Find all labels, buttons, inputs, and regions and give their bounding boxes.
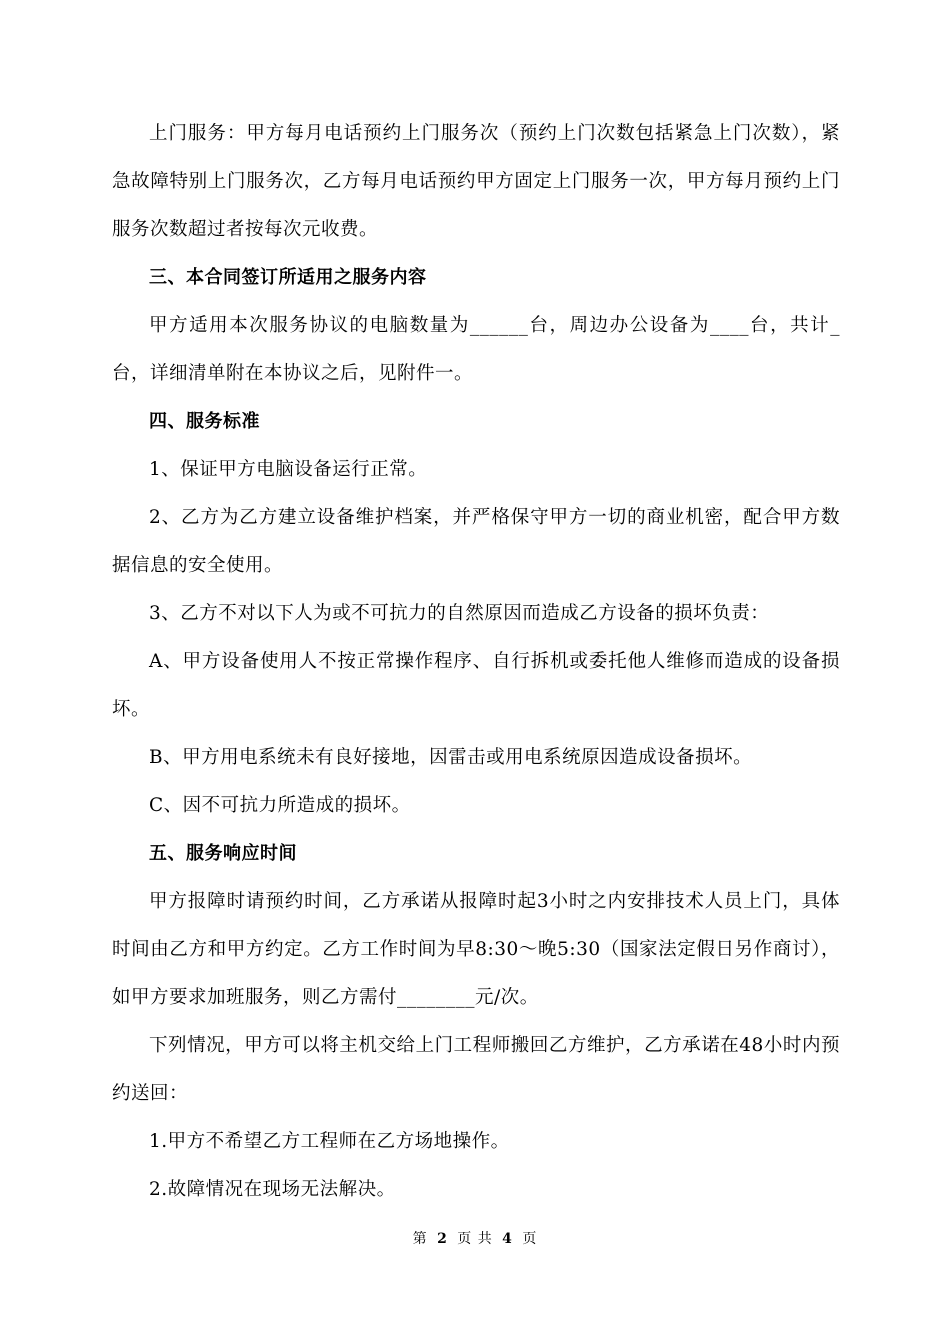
paragraph-onsite-service: 上门服务：甲方每月电话预约上门服务次（预约上门次数包括紧急上门次数），紧急故障特别上门服务次，乙方每月电话预约甲方固定上门服务一次，甲方每月预约上门服务次数超过者按每次元收费。 xyxy=(112,123,840,240)
paragraph-take-back: 下列情况，甲方可以将主机交给上门工程师搬回乙方维护，乙方承诺在48小时内预约送回： xyxy=(112,1035,840,1104)
paragraph-standard-1: 1、保证甲方电脑设备运行正常。 xyxy=(149,459,428,480)
section-heading-service-scope: 三、本合同签订所适用之服务内容 xyxy=(149,267,427,288)
paragraph-device-count: 甲方适用本次服务协议的电脑数量为______台，周边办公设备为____台，共计_台，详细清单附在本协议之后，见附件一。 xyxy=(112,315,840,384)
section-heading-response-time: 五、服务响应时间 xyxy=(149,843,297,864)
paragraph-case-2: 2.故障情况在现场无法解决。 xyxy=(149,1179,396,1200)
paragraph-standard-2: 2、乙方为乙方建立设备维护档案，并严格保守甲方一切的商业机密，配合甲方数据信息的安全使用。 xyxy=(112,507,840,576)
footer-suffix: 页 xyxy=(522,1231,538,1247)
footer-total-pages: 4 xyxy=(502,1231,513,1247)
paragraph-exclusion-b: B、甲方用电系统未有良好接地，因雷击或用电系统原因造成设备损坏。 xyxy=(149,747,753,768)
footer-prefix: 第 xyxy=(412,1231,428,1247)
document-body xyxy=(112,110,840,1214)
paragraph-standard-3: 3、乙方不对以下人为或不可抗力的自然原因而造成乙方设备的损坏负责： xyxy=(149,603,770,624)
paragraph-exclusion-a: A、甲方设备使用人不按正常操作程序、自行拆机或委托他人维修而造成的设备损坏。 xyxy=(112,651,840,720)
footer-current-page: 2 xyxy=(437,1231,448,1247)
paragraph-response-time: 甲方报障时请预约时间，乙方承诺从报障时起3小时之内安排技术人员上门，具体时间由乙方和甲方约定。乙方工作时间为早8:30～晚5:30（国家法定假日另作商讨），如甲方要求加班服务，则乙方需付________元/次。 xyxy=(112,891,840,1008)
paragraph-case-1: 1.甲方不希望乙方工程师在乙方场地操作。 xyxy=(149,1131,510,1152)
footer-middle: 页 共 xyxy=(457,1231,493,1247)
paragraph-exclusion-c: C、因不可抗力所造成的损坏。 xyxy=(149,795,411,816)
section-heading-service-standard: 四、服务标准 xyxy=(149,411,260,432)
page-footer xyxy=(0,1228,950,1248)
